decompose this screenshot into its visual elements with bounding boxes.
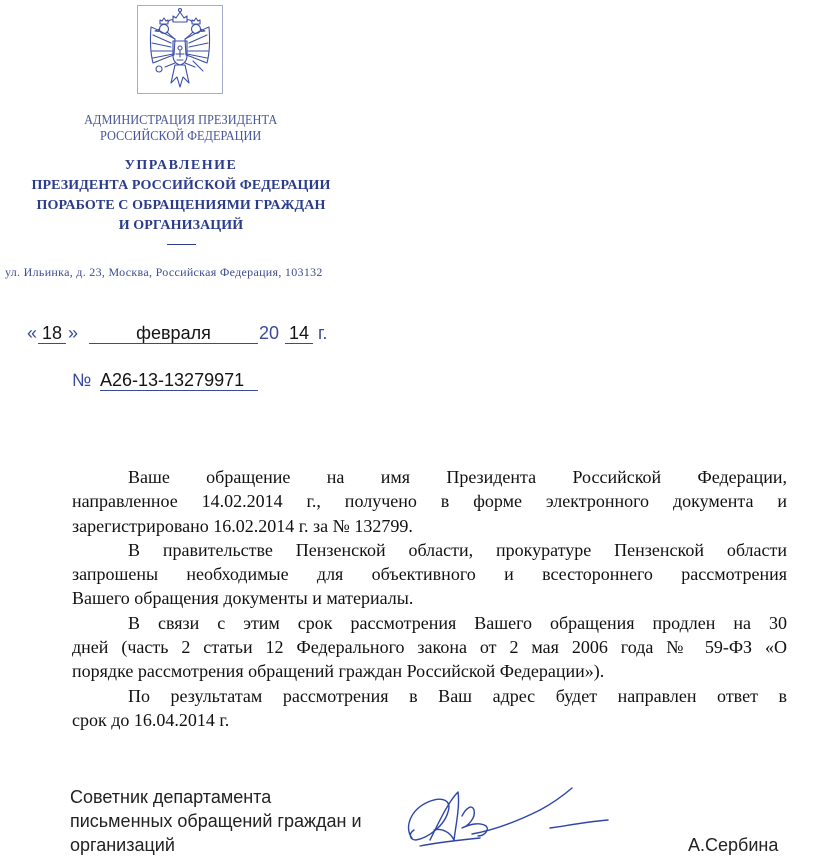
date-month: февраля xyxy=(89,322,258,344)
department-title-line-1: УПРАВЛЕНИЕ xyxy=(124,158,238,173)
reference-symbol: № xyxy=(72,370,92,390)
date-close-quote: » xyxy=(68,323,79,343)
date-year-abbr: г. xyxy=(318,323,328,343)
administration-title-line-2: РОССИЙСКОЙ ФЕДЕРАЦИИ xyxy=(100,129,262,144)
body-line: Вашего обращения документы и материалы. xyxy=(72,588,414,609)
department-title-line-3: ПОРАБОТЕ С ОБРАЩЕНИЯМИ ГРАЖДАН xyxy=(36,198,326,213)
body-line: порядке рассмотрения обращений граждан Российской Федерации»). xyxy=(72,661,605,682)
signer-name: А.Сербина xyxy=(688,835,779,855)
body-line: срок до 16.04.2014 г. xyxy=(72,709,230,730)
department-title-line-2: ПРЕЗИДЕНТА РОССИЙСКОЙ ФЕДЕРАЦИИ xyxy=(31,178,331,193)
reference-number: А26-13-13279971 xyxy=(100,369,258,391)
date-year-prefix: 20 xyxy=(259,323,280,343)
address-line: ул. Ильинка, д. 23, Москва, Российская Федерация, 103132 xyxy=(5,265,323,279)
body-line: запрошены необходимые для объективного и всестороннего рассмотрения xyxy=(72,564,787,585)
header-divider xyxy=(167,244,196,245)
body-line: По результатам рассмотрения в Ваш адрес будет направлен ответ в xyxy=(128,685,787,706)
coat-of-arms-icon xyxy=(137,5,223,94)
date-year-suffix: 14 xyxy=(285,322,313,344)
body-line: В связи с этим срок рассмотрения Вашего обращения продлен на 30 xyxy=(128,612,787,633)
handwritten-signature-icon xyxy=(400,780,615,860)
signer-position-line-2: письменных обращений граждан и xyxy=(70,811,362,831)
date-open-quote: « xyxy=(27,323,38,343)
date-day: 18 xyxy=(38,322,66,344)
body-line: В правительстве Пензенской области, прокуратуре Пензенской области xyxy=(128,539,787,560)
body-line: Ваше обращение на имя Президента Российской Федерации, xyxy=(128,467,787,487)
administration-title-line-1: АДМИНИСТРАЦИЯ ПРЕЗИДЕНТА xyxy=(84,113,278,128)
signer-position-line-1: Советник департамента xyxy=(70,787,272,807)
letter-body xyxy=(72,465,787,732)
department-title-line-4: И ОРГАНИЗАЦИЙ xyxy=(118,218,244,233)
body-line: направленное 14.02.2014 г., получено в форме электронного документа и xyxy=(72,491,787,512)
signer-position-line-3: организаций xyxy=(70,835,175,855)
body-line: дней (часть 2 статьи 12 Федерального закона от 2 мая 2006 года № 59-ФЗ «О xyxy=(72,637,787,658)
body-line: зарегистрировано 16.02.2014 г. за № 132799. xyxy=(72,515,413,536)
